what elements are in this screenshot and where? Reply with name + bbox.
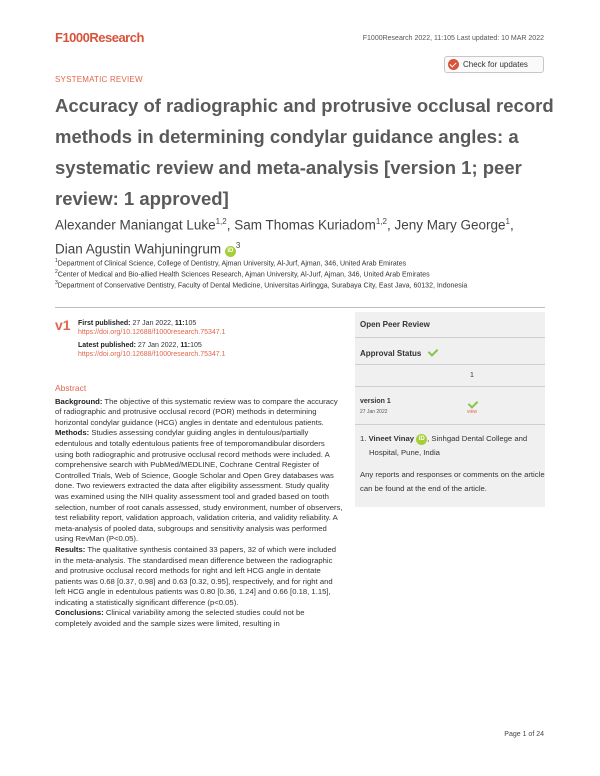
brand-logo[interactable]: [55, 30, 144, 45]
section-label: SYSTEMATIC REVIEW: [55, 75, 143, 84]
author-affil-marker: 1,2: [375, 217, 387, 226]
author-name[interactable]: Jeny Mary George: [394, 217, 506, 233]
divider: [355, 364, 545, 365]
view-report-link[interactable]: view: [467, 409, 478, 415]
author-affil-marker: 1: [505, 217, 510, 226]
divider: [55, 307, 545, 308]
page-number: Page 1 of 24: [504, 731, 544, 738]
article-title: Accuracy of radiographic and protrusive occlusal record methods in determining condylar guidance angles: a systematic review and meta-analysis [version 1; peer review: 1 approved]: [55, 95, 554, 209]
check-updates-label: Check for updates: [463, 60, 528, 69]
author-name[interactable]: Alexander Maniangat Luke: [55, 217, 216, 233]
approval-status: Approval Status: [360, 347, 436, 358]
affiliation: $^3$Department of Conservative Dentistry, Faculty of Dental Medicine, Universitas Airlingga, Surabaya City, East Java, 60132, Indonesia: [55, 280, 468, 290]
abstract-background: Background: The objective of this systematic review was to compare the accuracy of radiographic and protrusive occlusal record (POR) methods in determining horizontal condylar guidance (HCG) angles in dentate and edentulous patients.: [55, 396, 338, 427]
divider: [355, 424, 545, 425]
brand-prefix: F1000: [55, 30, 90, 45]
brand-suffix: Research: [89, 30, 144, 45]
reports-note: Any reports and responses or comments on the article can be found at the end of the article.: [360, 470, 545, 493]
version-row-date: 27 Jan 2022: [360, 409, 388, 415]
abstract-methods: Methods: Studies assessing condylar guiding angles in dentulous/partially edentulous and totally edentulous patients free of temporomandibular disorders using both radiographic and protrusive occlusal record methods were included. A comprehensive search with PubMed/MEDLINE, Cochrane Central Register of Controlled Trials, Web of Science, Google Scholar and Open Grey databases was done. Two reviewers extracted the data after eligibility assessment. Study quality was examined using the NIH quality assessment tool and graded based on tooth selection, number of root canals assessed, study environment, number of observers, test reliability report, validation approach, validation criteria, and validity reliability. A meta-analysis of pooled data, subgroups and sensitivity analysis was performed using RevMan (P<0.05).: [55, 428, 343, 544]
orcid-icon[interactable]: iD: [225, 246, 236, 257]
author-name[interactable]: Dian Agustin Wahjuningrum: [55, 241, 222, 256]
check-updates-icon: [448, 59, 459, 70]
latest-published: Latest published: 27 Jan 2022, 11:105: [78, 342, 202, 349]
check-updates-button[interactable]: [444, 56, 544, 73]
latest-published-doi-link[interactable]: https://doi.org/10.12688/f1000research.75347.1: [78, 351, 226, 358]
affiliation: $^2$Center of Medical and Bio-allied Health Sciences Research, Ajman University, Al-Jurf, Ajman, 346, United Arab Emirates: [55, 269, 430, 279]
author-affil-marker: 1,2: [215, 217, 227, 226]
affiliation: $^1$Department of Clinical Science, College of Dentistry, Ajman University, Al-Jurf, Ajman, 346, United Arab Emirates: [55, 258, 407, 268]
abstract-heading: Abstract: [55, 383, 87, 393]
abstract: [55, 383, 343, 630]
author-list: Alexander Maniangat Luke$^{1,2}$, Sam Thomas Kuriadom$^{1,2}$, Jeny Mary George$^1$, Dian Agustin Wahjuningrum $iD^3$: [55, 217, 514, 256]
header-meta: F1000Research 2022, 11:105 Last updated: 10 MAR 2022: [362, 35, 544, 42]
reviewer-name[interactable]: Vineet Vinay: [368, 434, 415, 443]
divider: [355, 337, 545, 338]
reviewer-entry: 1. Vineet Vinay iD , Sinhgad Dental College and Hospital, Pune, India: [360, 434, 528, 457]
reviewer-column-header: 1: [470, 372, 474, 379]
version-badge: v1: [55, 317, 71, 333]
first-published-doi-link[interactable]: https://doi.org/10.12688/f1000research.75347.1: [78, 329, 226, 336]
abstract-conclusions: Conclusions: Clinical variability among the selected studies could not be completely avoided and the sample sizes were limited, resulting in: [55, 608, 305, 629]
version-row-label: version 1: [360, 398, 391, 405]
first-published: First published: 27 Jan 2022, 11:105: [78, 320, 197, 327]
author-affil-marker: 3: [235, 240, 241, 250]
peer-review-title: Open Peer Review: [360, 320, 430, 329]
author-name[interactable]: Sam Thomas Kuriadom: [234, 217, 376, 233]
divider: [355, 386, 545, 387]
abstract-results: Results: The qualitative synthesis contained 33 papers, 32 of which were included in the meta-analysis. The standardised mean difference between the radiographic and protrusive occlusal record methods for right and left HCG angle in dentate patients was 0.68 [0.37, 0.98] and 0.63 [0.32, 0.95], respectively, and for right and left HCG angle in edentulous patients was 0.80 [0.36, 1.24] and 0.66 [0.18, 1.15], indicating a statistically significant difference (p<0.05).: [55, 544, 337, 607]
orcid-icon[interactable]: iD: [416, 434, 427, 445]
